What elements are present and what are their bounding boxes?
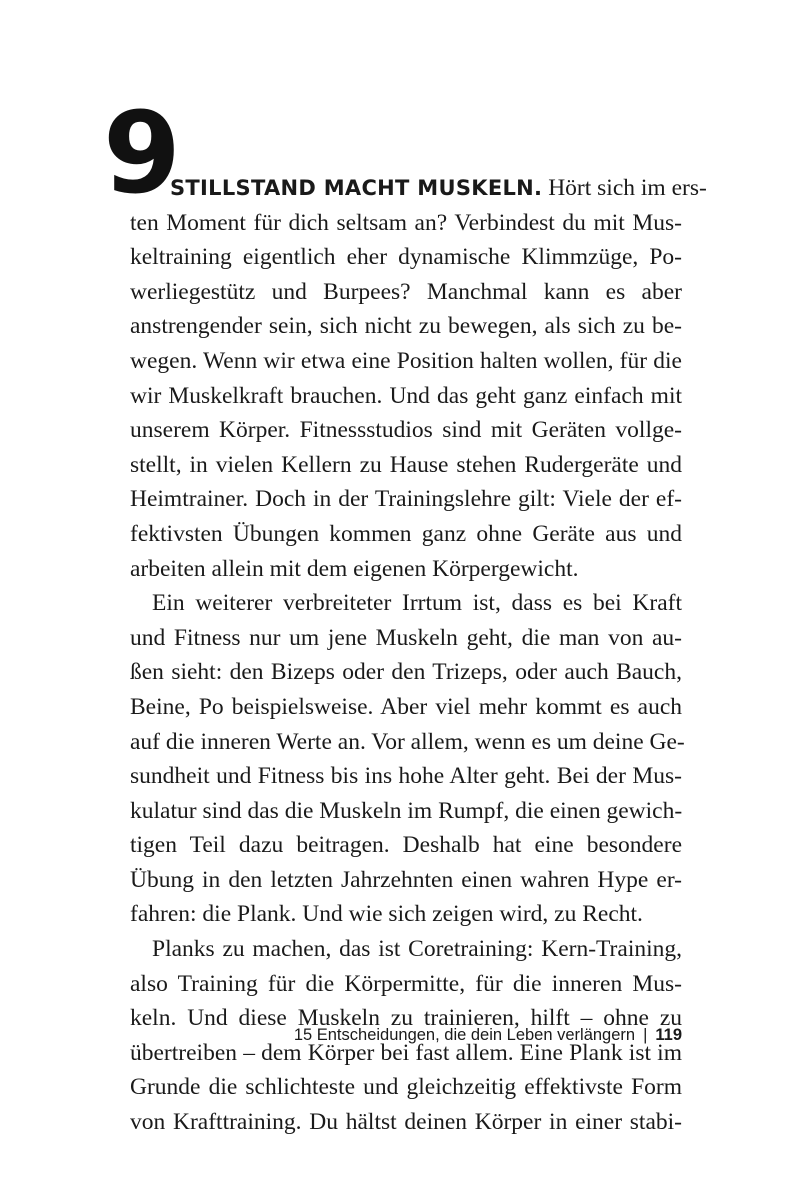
line-text: Grunde die schlichteste und gleichzeitig effektivste Form [130,1074,682,1101]
line-text: fektivsten Übungen kommen ganz ohne Geräte aus und [130,520,682,547]
text-line [130,725,685,760]
text-line [130,897,682,932]
footer-separator: | [643,1026,648,1044]
text-line [130,794,682,829]
text-line [130,206,682,241]
line-text: stellt, in vielen Kellern zu Hause stehen Rudergeräte und [130,451,682,478]
line-text: Heimtrainer. Doch in der Trainingslehre gilt: Viele der ef- [130,486,682,513]
line-text: sundheit und Fitness bis ins hohe Alter geht. Bei der Mus- [130,763,682,790]
line-text: kulatur sind das die Muskeln im Rumpf, die einen gewich- [130,797,683,824]
text-line [130,275,682,310]
text-line [130,309,682,344]
text-line [130,586,682,621]
body-text [130,171,707,1140]
line-text: wir Muskelkraft brauchen. Und das geht ganz einfach mit [130,382,682,409]
text-line [130,379,682,414]
text-line [130,552,682,587]
line-text: ten Moment für dich seltsam an? Verbindest du mit Mus- [130,209,682,236]
line-text: Ein weiterer verbreiteter Irrtum ist, dass es bei Kraft [152,590,682,617]
line-text: also Training für die Körpermitte, für die inneren Mus- [130,970,682,997]
line-text: anstrengender sein, sich nicht zu bewegen, als sich zu be- [130,313,682,340]
page-number: 119 [655,1026,682,1044]
page-footer [294,1026,682,1045]
text-line [130,828,682,863]
line-text: unserem Körper. Fitnessstudios sind mit Geräten vollge- [130,417,682,444]
text-line [130,690,682,725]
lead-in-heading: STILLSTAND MACHT MUSKELN. [170,176,543,200]
line-text: keltraining eigentlich eher dynamische Klimmzüge, Po- [130,244,682,271]
text-line [130,1105,682,1140]
line-text: übertreiben – dem Körper bei fast allem. Eine Plank ist im [130,1039,682,1066]
line-text: ßen sieht: den Bizeps oder den Trizeps, oder auch Bauch, [130,659,682,686]
text-line [130,448,682,483]
line-text: werliegestütz und Burpees? Manchmal kann es aber [130,278,682,305]
line-text: von Krafttraining. Du hältst deinen Körper in einer stabi- [130,1109,682,1136]
line-text: fahren: die Plank. Und wie sich zeigen wird, zu Recht. [130,901,643,928]
text-line [130,655,682,690]
text-line [130,932,682,967]
line-text: arbeiten allein mit dem eigenen Körpergewicht. [130,555,579,582]
line-text: Planks zu machen, das ist Coretraining: Kern-Training, [152,936,682,963]
line-text: und Fitness nur um jene Muskeln geht, die man von au- [130,624,682,651]
text-line [130,1070,682,1105]
chapter-number: 9 [103,89,179,219]
line-text: wegen. Wenn wir etwa eine Position halten wollen, für die [130,347,682,374]
text-line [130,517,682,552]
line-text: keln. Und diese Muskeln zu trainieren, hilft – ohne zu [130,1005,682,1032]
text-line [130,413,682,448]
text-line [130,863,682,898]
text-line [130,967,682,1002]
line-text: Hört sich im ers- [542,175,707,201]
text-line [130,344,682,379]
line-text: tigen Teil dazu beitragen. Deshalb hat eine besondere [130,832,682,859]
line-text: Beine, Po beispielsweise. Aber viel mehr kommt es auch [130,693,682,720]
text-line [130,482,682,517]
text-line [130,621,682,656]
line-text: Übung in den letzten Jahrzehnten einen wahren Hype er- [130,866,682,893]
text-line [130,240,682,275]
text-line [170,171,707,206]
text-line [130,759,682,794]
line-text: auf die inneren Werte an. Vor allem, wenn es um deine Ge- [130,728,685,755]
footer-book-title: 15 Entscheidungen, die dein Leben verlängern [293,1026,636,1044]
